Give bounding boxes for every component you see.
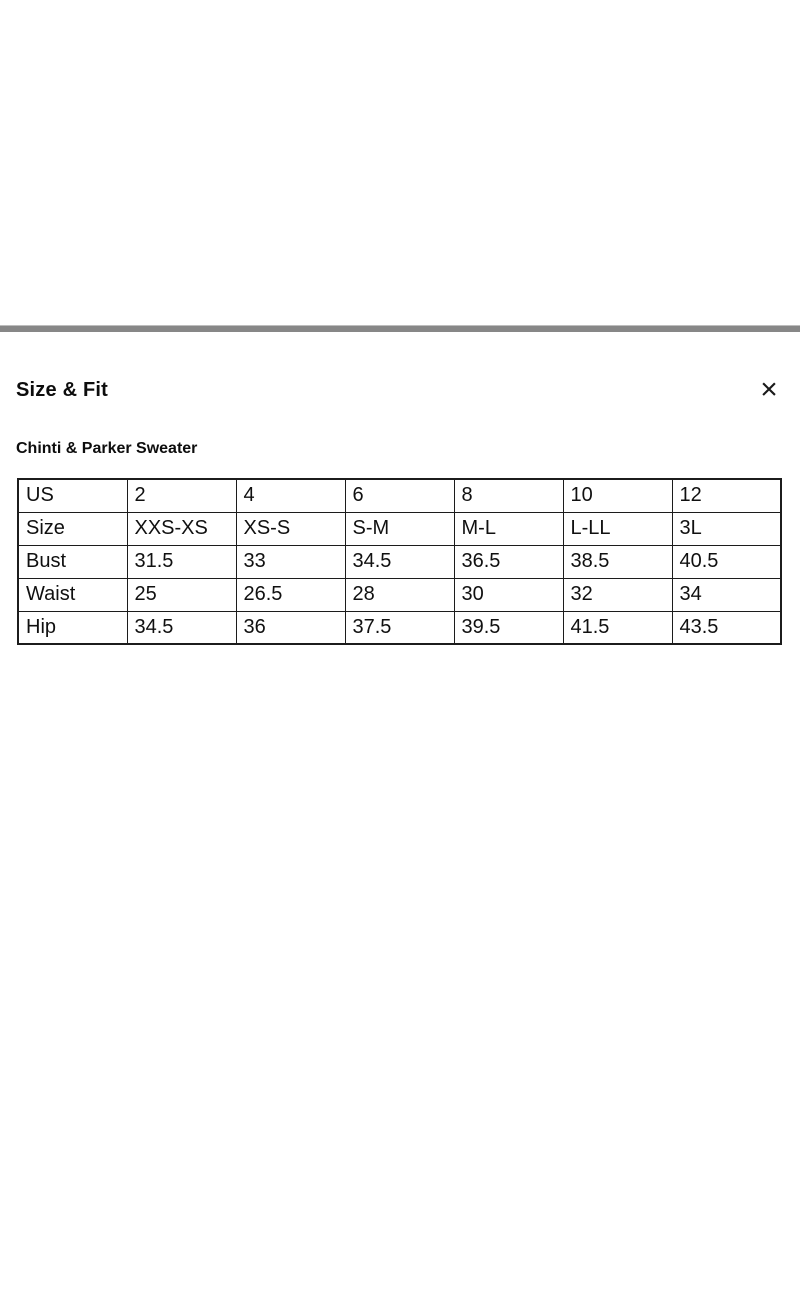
size-fit-panel xyxy=(0,373,800,645)
row-header-size: Size xyxy=(18,512,127,545)
table-row-hip xyxy=(18,611,781,644)
size-cell: 39.5 xyxy=(454,611,563,644)
size-cell: 38.5 xyxy=(563,545,672,578)
size-cell: 28 xyxy=(345,578,454,611)
table-row-size xyxy=(18,512,781,545)
size-cell: 32 xyxy=(563,578,672,611)
size-cell: 34.5 xyxy=(345,545,454,578)
table-row-us xyxy=(18,479,781,512)
close-icon: × xyxy=(760,373,778,406)
size-cell: L-LL xyxy=(563,512,672,545)
size-cell: M-L xyxy=(454,512,563,545)
page-title: Size & Fit xyxy=(16,378,109,401)
size-cell: 33 xyxy=(236,545,345,578)
size-cell: 10 xyxy=(563,479,672,512)
table-row-bust xyxy=(18,545,781,578)
section-divider-bar xyxy=(0,325,800,332)
product-name: Chinti & Parker Sweater xyxy=(16,440,198,457)
size-cell: 30 xyxy=(454,578,563,611)
size-cell: XXS-XS xyxy=(127,512,236,545)
panel-header xyxy=(16,373,780,406)
row-header-us: US xyxy=(18,479,127,512)
size-cell: 40.5 xyxy=(672,545,781,578)
size-cell: S-M xyxy=(345,512,454,545)
size-cell: 36.5 xyxy=(454,545,563,578)
size-cell: 3L xyxy=(672,512,781,545)
size-cell: 36 xyxy=(236,611,345,644)
row-header-waist: Waist xyxy=(18,578,127,611)
size-cell: 41.5 xyxy=(563,611,672,644)
size-cell: 25 xyxy=(127,578,236,611)
size-cell: 31.5 xyxy=(127,545,236,578)
size-cell: 34 xyxy=(672,578,781,611)
size-cell: 43.5 xyxy=(672,611,781,644)
row-header-bust: Bust xyxy=(18,545,127,578)
size-chart-table xyxy=(17,478,782,645)
size-cell: 8 xyxy=(454,479,563,512)
size-cell: 26.5 xyxy=(236,578,345,611)
size-cell: 34.5 xyxy=(127,611,236,644)
close-button[interactable] xyxy=(758,373,780,406)
size-cell: 6 xyxy=(345,479,454,512)
size-cell: XS-S xyxy=(236,512,345,545)
row-header-hip: Hip xyxy=(18,611,127,644)
size-cell: 4 xyxy=(236,479,345,512)
table-row-waist xyxy=(18,578,781,611)
size-cell: 2 xyxy=(127,479,236,512)
size-cell: 12 xyxy=(672,479,781,512)
size-cell: 37.5 xyxy=(345,611,454,644)
